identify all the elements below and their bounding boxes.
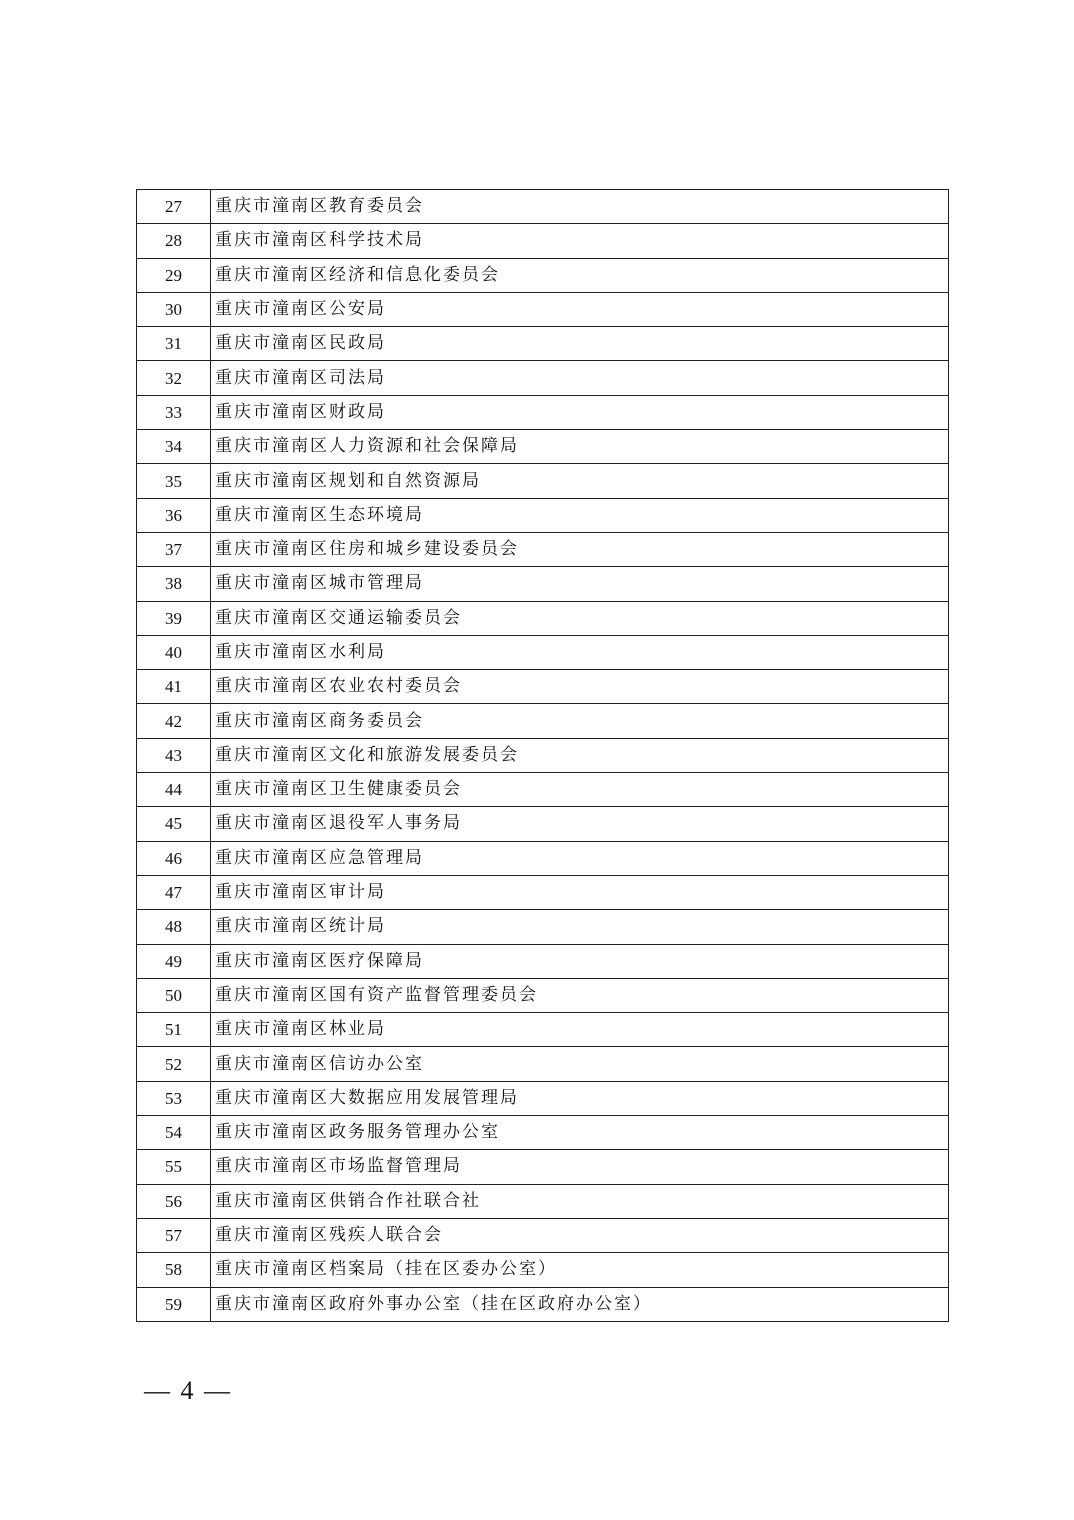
- row-number: 45: [137, 807, 211, 841]
- agency-name: 重庆市潼南区政府外事办公室（挂在区政府办公室）: [211, 1287, 949, 1321]
- table-row: [137, 944, 949, 978]
- agency-name: 重庆市潼南区医疗保障局: [211, 944, 949, 978]
- agency-name: 重庆市潼南区交通运输委员会: [211, 601, 949, 635]
- agency-name: 重庆市潼南区文化和旅游发展委员会: [211, 738, 949, 772]
- row-number: 43: [137, 738, 211, 772]
- agency-name: 重庆市潼南区城市管理局: [211, 567, 949, 601]
- agency-name: 重庆市潼南区人力资源和社会保障局: [211, 430, 949, 464]
- agency-name: 重庆市潼南区财政局: [211, 395, 949, 429]
- table-row: [137, 190, 949, 224]
- row-number: 35: [137, 464, 211, 498]
- table-row: [137, 910, 949, 944]
- row-number: 54: [137, 1116, 211, 1150]
- agency-name: 重庆市潼南区教育委员会: [211, 190, 949, 224]
- table-row: [137, 738, 949, 772]
- agency-name: 重庆市潼南区规划和自然资源局: [211, 464, 949, 498]
- row-number: 27: [137, 190, 211, 224]
- table-row: [137, 670, 949, 704]
- table-row: [137, 841, 949, 875]
- table-row: [137, 601, 949, 635]
- agency-table: [136, 189, 949, 1322]
- agency-name: 重庆市潼南区审计局: [211, 875, 949, 909]
- row-number: 56: [137, 1184, 211, 1218]
- agency-name: 重庆市潼南区信访办公室: [211, 1047, 949, 1081]
- agency-name: 重庆市潼南区档案局（挂在区委办公室）: [211, 1253, 949, 1287]
- table-row: [137, 498, 949, 532]
- row-number: 33: [137, 395, 211, 429]
- agency-name: 重庆市潼南区政务服务管理办公室: [211, 1116, 949, 1150]
- agency-name: 重庆市潼南区水利局: [211, 635, 949, 669]
- row-number: 31: [137, 327, 211, 361]
- row-number: 46: [137, 841, 211, 875]
- row-number: 32: [137, 361, 211, 395]
- row-number: 48: [137, 910, 211, 944]
- row-number: 39: [137, 601, 211, 635]
- row-number: 44: [137, 773, 211, 807]
- row-number: 29: [137, 258, 211, 292]
- agency-name: 重庆市潼南区住房和城乡建设委员会: [211, 532, 949, 566]
- row-number: 49: [137, 944, 211, 978]
- table-row: [137, 292, 949, 326]
- row-number: 52: [137, 1047, 211, 1081]
- table-row: [137, 258, 949, 292]
- row-number: 34: [137, 430, 211, 464]
- table-row: [137, 532, 949, 566]
- table-row: [137, 1047, 949, 1081]
- table-row: [137, 635, 949, 669]
- agency-name: 重庆市潼南区供销合作社联合社: [211, 1184, 949, 1218]
- agency-name: 重庆市潼南区公安局: [211, 292, 949, 326]
- agency-name: 重庆市潼南区卫生健康委员会: [211, 773, 949, 807]
- row-number: 28: [137, 224, 211, 258]
- row-number: 55: [137, 1150, 211, 1184]
- row-number: 40: [137, 635, 211, 669]
- row-number: 58: [137, 1253, 211, 1287]
- table-row: [137, 773, 949, 807]
- agency-name: 重庆市潼南区国有资产监督管理委员会: [211, 978, 949, 1012]
- table-row: [137, 807, 949, 841]
- table-row: [137, 1218, 949, 1252]
- agency-name: 重庆市潼南区残疾人联合会: [211, 1218, 949, 1252]
- table-row: [137, 224, 949, 258]
- row-number: 38: [137, 567, 211, 601]
- agency-name: 重庆市潼南区科学技术局: [211, 224, 949, 258]
- table-row: [137, 1081, 949, 1115]
- row-number: 51: [137, 1013, 211, 1047]
- table-row: [137, 361, 949, 395]
- agency-name: 重庆市潼南区市场监督管理局: [211, 1150, 949, 1184]
- table-row: [137, 1184, 949, 1218]
- agency-name: 重庆市潼南区林业局: [211, 1013, 949, 1047]
- table-row: [137, 704, 949, 738]
- agency-table-body: [137, 190, 949, 1322]
- row-number: 57: [137, 1218, 211, 1252]
- agency-name: 重庆市潼南区经济和信息化委员会: [211, 258, 949, 292]
- agency-name: 重庆市潼南区农业农村委员会: [211, 670, 949, 704]
- table-row: [137, 1013, 949, 1047]
- agency-name: 重庆市潼南区商务委员会: [211, 704, 949, 738]
- agency-name: 重庆市潼南区民政局: [211, 327, 949, 361]
- table-row: [137, 1116, 949, 1150]
- agency-name: 重庆市潼南区生态环境局: [211, 498, 949, 532]
- agency-name: 重庆市潼南区司法局: [211, 361, 949, 395]
- row-number: 50: [137, 978, 211, 1012]
- table-row: [137, 567, 949, 601]
- row-number: 47: [137, 875, 211, 909]
- table-row: [137, 430, 949, 464]
- row-number: 53: [137, 1081, 211, 1115]
- table-row: [137, 1150, 949, 1184]
- table-row: [137, 1287, 949, 1321]
- table-row: [137, 464, 949, 498]
- row-number: 41: [137, 670, 211, 704]
- row-number: 30: [137, 292, 211, 326]
- table-row: [137, 1253, 949, 1287]
- agency-name: 重庆市潼南区应急管理局: [211, 841, 949, 875]
- agency-name: 重庆市潼南区大数据应用发展管理局: [211, 1081, 949, 1115]
- row-number: 36: [137, 498, 211, 532]
- row-number: 59: [137, 1287, 211, 1321]
- agency-name: 重庆市潼南区退役军人事务局: [211, 807, 949, 841]
- table-row: [137, 978, 949, 1012]
- table-row: [137, 395, 949, 429]
- row-number: 42: [137, 704, 211, 738]
- table-row: [137, 327, 949, 361]
- row-number: 37: [137, 532, 211, 566]
- page-number: — 4 —: [144, 1376, 232, 1405]
- table-row: [137, 875, 949, 909]
- agency-name: 重庆市潼南区统计局: [211, 910, 949, 944]
